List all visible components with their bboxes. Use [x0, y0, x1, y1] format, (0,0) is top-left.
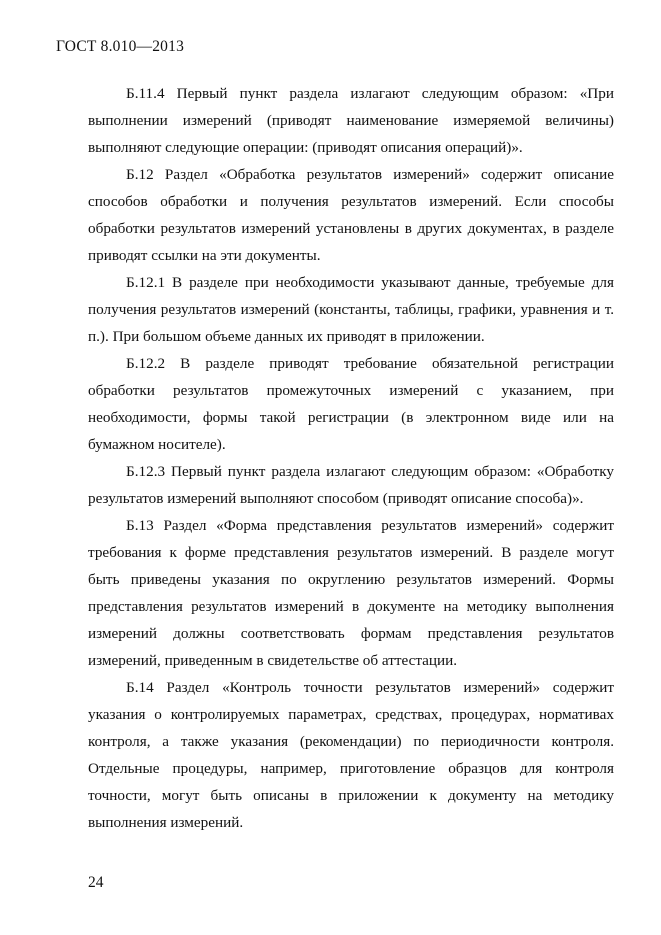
paragraph-b-13: Б.13 Раздел «Форма представления результатов измерений» содержит требования к форме представления результатов измерений. В разделе могут быть приведены указания по округлению результатов измерений. Формы представления результатов измерений в документе на методику выполнения измерений должны соответствовать формам представления результатов измерений, приведенным в свидетельстве об аттестации.: [88, 517, 614, 669]
paragraph-b-12: Б.12 Раздел «Обработка результатов измерений» содержит описание способов обработки и получения результатов измерений. Если способы обработки результатов измерений установлены в других документах, в разделе приводят ссылки на эти документы.: [88, 166, 614, 264]
paragraph-b-12-3: Б.12.3 Первый пункт раздела излагают следующим образом: «Обработку результатов измерений выполняют способом (приводят описание способа)».: [88, 463, 614, 507]
document-header: ГОСТ 8.010—2013: [56, 38, 185, 55]
paragraph-b-12-2: Б.12.2 В разделе приводят требование обязательной регистрации обработки результатов промежуточных измерений с указанием, при необходимости, формы такой регистрации (в электронном виде или на бумажном носителе).: [88, 355, 614, 453]
paragraph-b-12-1: Б.12.1 В разделе при необходимости указывают данные, требуемые для получения результатов измерений (константы, таблицы, графики, уравнения и т. п.). При большом объеме данных их приводят в приложении.: [88, 274, 614, 345]
paragraph-b-11-4: Б.11.4 Первый пункт раздела излагают следующим образом: «При выполнении измерений (приводят наименование измеряемой величины) выполняют следующие операции: (приводят описания операций)».: [88, 85, 614, 156]
paragraph-b-14: Б.14 Раздел «Контроль точности результатов измерений» содержит указания о контролируемых параметрах, средствах, процедурах, нормативах контроля, а также указания (рекомендации) по периодичности контроля. Отдельные процедуры, например, приготовление образцов для контроля точности, могут быть описаны в приложении к документу на методику выполнения измерений.: [88, 679, 614, 831]
page-body: [88, 80, 614, 836]
page-number: 24: [88, 874, 104, 891]
